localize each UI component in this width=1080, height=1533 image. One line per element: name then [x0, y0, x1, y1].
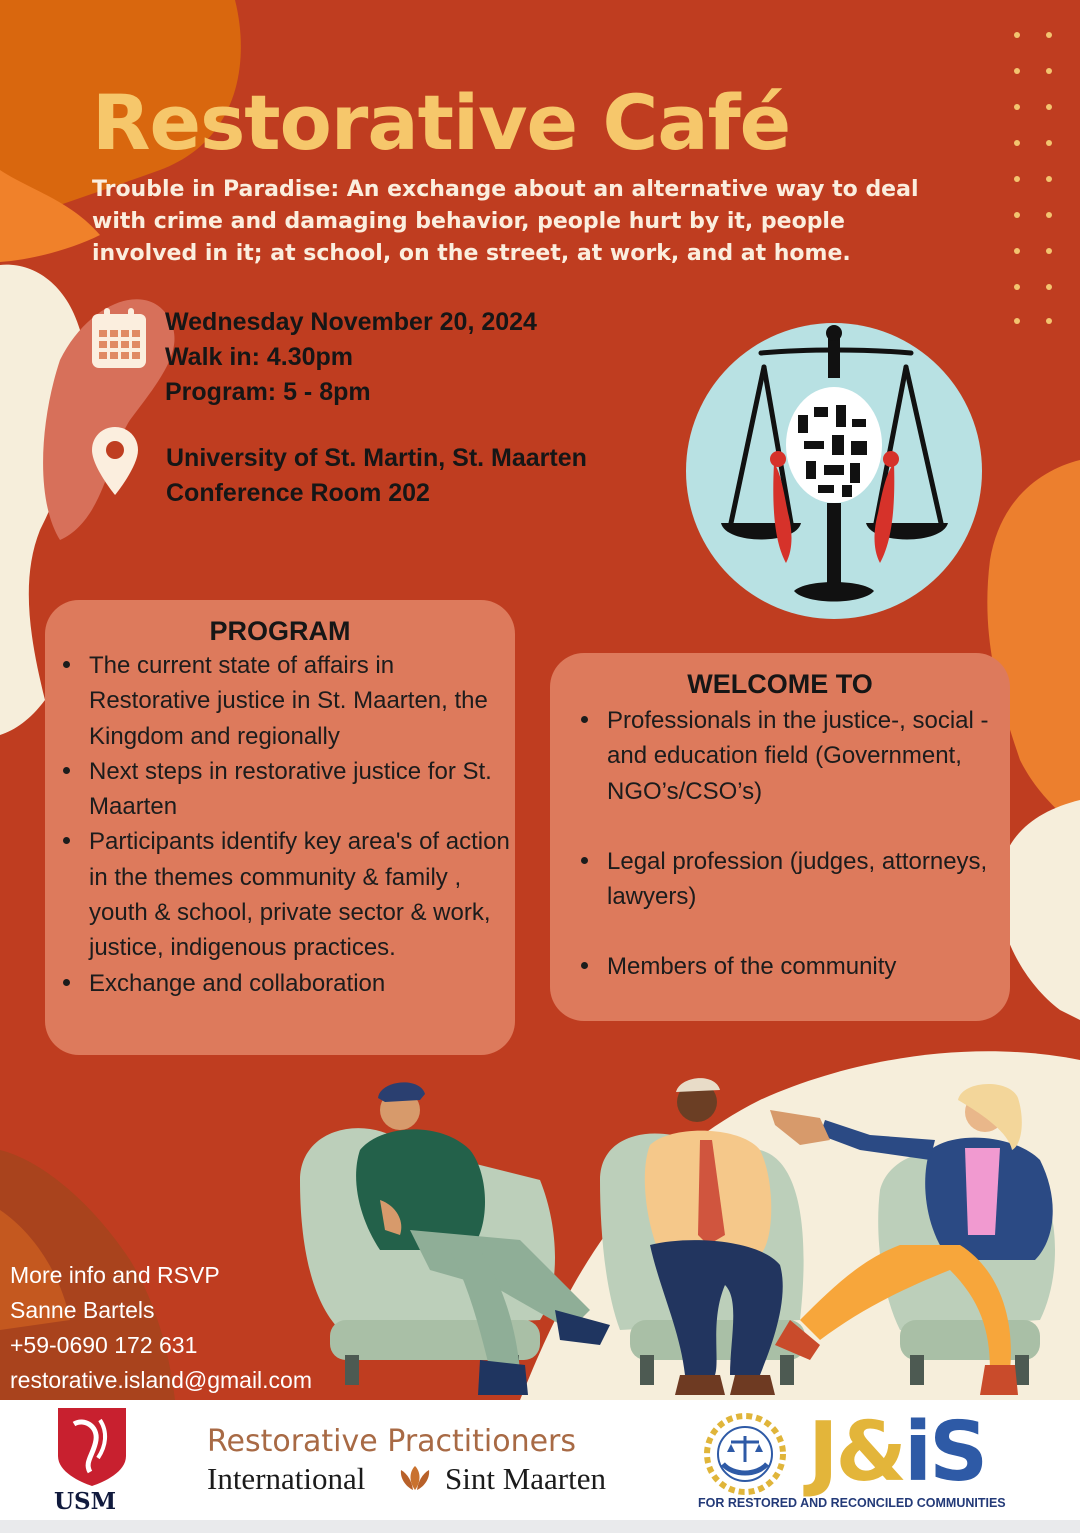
lotus-icon [395, 1464, 435, 1492]
venue: University of St. Martin, St. Maarten [166, 444, 587, 472]
list-item: Legal profession (judges, attorneys, lawyers) [607, 844, 1002, 915]
contact-phone[interactable]: +59-0690 172 631 [10, 1332, 198, 1358]
program-time: Program: 5 - 8pm [165, 378, 371, 406]
subtitle: Trouble in Paradise: An exchange about an alternative way to deal with crime and damaging behavior, people hurt by it, people involved in it; at school, on the street, at work, and at home. [92, 177, 919, 266]
list-item: The current state of affairs in Restorative justice in St. Maarten, the Kingdom and regionally [89, 648, 519, 754]
room: Conference Room 202 [166, 479, 430, 507]
program-card [45, 600, 515, 1055]
event-date: Wednesday November 20, 2024 [165, 308, 537, 336]
jis-logo-right: iS [904, 1405, 986, 1500]
page-title: Restorative Café [92, 78, 791, 167]
welcome-heading: WELCOME TO [687, 669, 873, 699]
contact-email[interactable]: restorative.island@gmail.com [10, 1367, 313, 1393]
jis-logo-text [808, 1405, 986, 1500]
rpi-logo-line2-right: Sint Maarten [445, 1461, 606, 1496]
jis-tagline: FOR RESTORED AND RECONCILED COMMUNITIES [698, 1496, 1006, 1510]
rpi-logo-line1: Restorative Practitioners [207, 1424, 577, 1459]
list-item: Exchange and collaboration [89, 966, 519, 1001]
scales-of-justice-icon [686, 323, 982, 619]
welcome-list [607, 703, 1002, 985]
program-list [89, 648, 519, 1001]
list-item: Participants identify key area's of action in the themes community & family , youth & school, private sector & work, justice, indigenous practices. [89, 824, 519, 965]
walk-in-time: Walk in: 4.30pm [165, 343, 354, 371]
list-item: Next steps in restorative justice for St. Maarten [89, 754, 519, 825]
welcome-card [550, 653, 1010, 1021]
jis-logo-left: J& [808, 1405, 905, 1500]
usm-logo [54, 1406, 130, 1486]
list-item: Professionals in the justice-, social - and education field (Government, NGO’s/CSO’s) [607, 703, 1002, 809]
contact-info [10, 1258, 312, 1398]
contact-name: Sanne Bartels [10, 1297, 155, 1323]
list-item: Members of the community [607, 949, 1002, 984]
rpi-logo-line2-left: International [207, 1461, 366, 1496]
jis-emblem [697, 1410, 793, 1496]
decorative-dots [1008, 28, 1058, 328]
program-heading: PROGRAM [209, 616, 351, 646]
bottom-strip [0, 1520, 1080, 1533]
calendar-icon [90, 306, 148, 370]
location-pin-icon [90, 425, 140, 497]
rsvp-label: More info and RSVP [10, 1262, 220, 1288]
usm-logo-text: USM [54, 1488, 117, 1515]
